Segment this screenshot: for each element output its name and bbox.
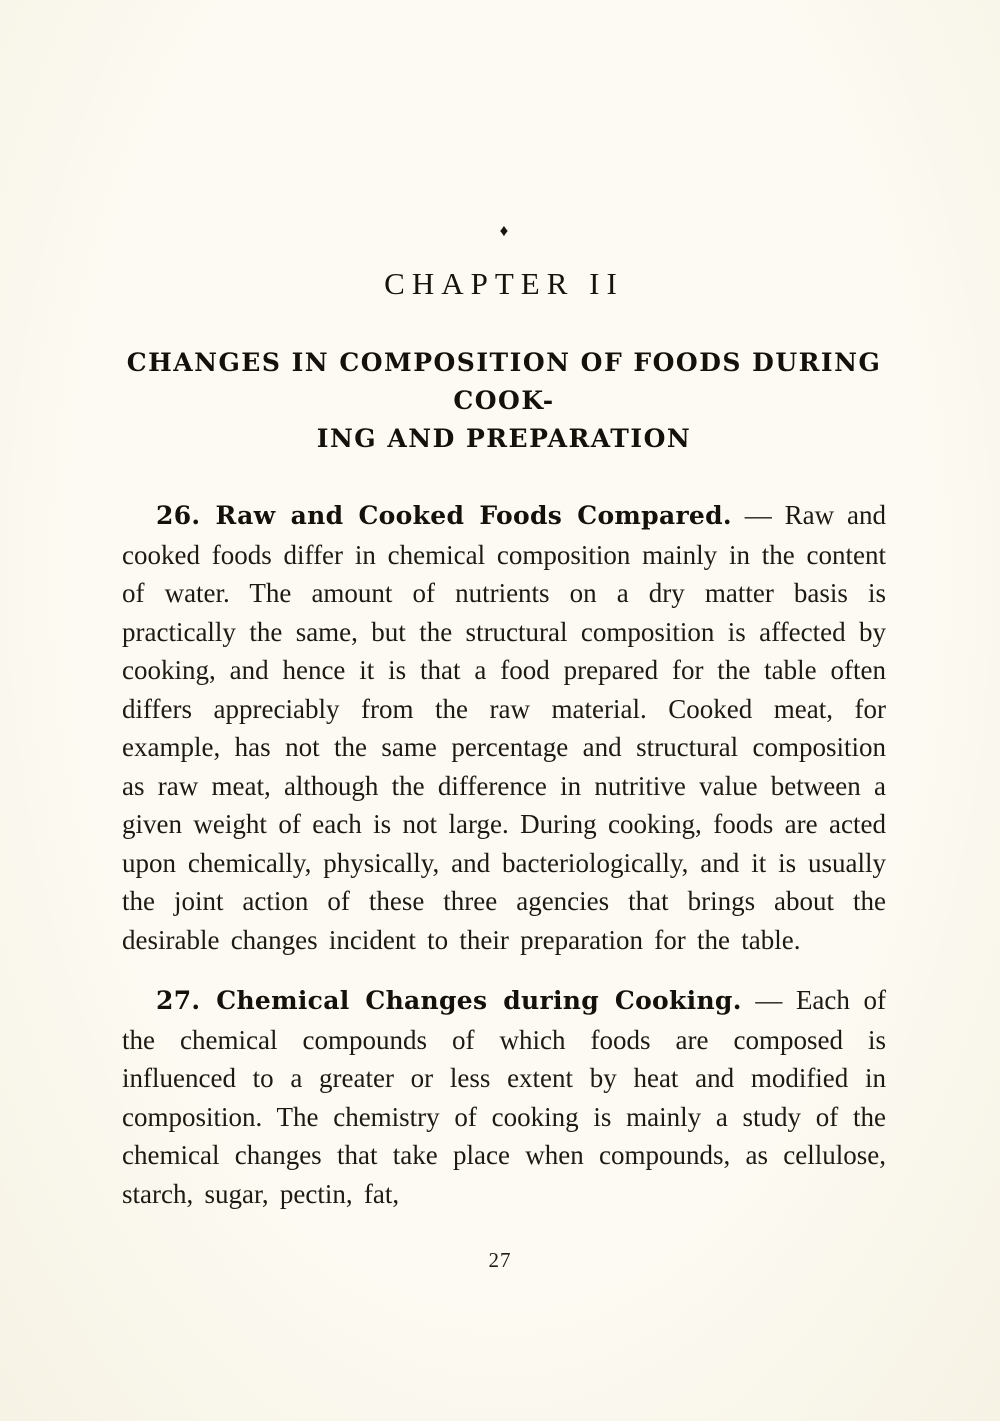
chapter-title: CHAPTER II: [384, 266, 624, 301]
section-heading-line1: CHANGES IN COMPOSITION OF FOODS DURING COOK-: [126, 348, 882, 415]
paragraph-27-lead: 27. Chemical Changes during Cooking.: [156, 986, 742, 1015]
section-heading-line2: ING AND PREPARATION: [316, 424, 692, 453]
paragraph-26-body: — Raw and cooked foods differ in chemical composition mainly in the content of water. The amount of nutrients on a dry matter basis is practically the same, but the structural composition is affected by cooking, and hence it is that a food prepared for the table often differs appreciably from the raw material. Cooked meat, for example, has not the same percentage and structural composition as raw meat, although the difference in nutritive value between a given weight of each is not large. During cooking, foods are acted upon chemically, physically, and bacteriologically, and it is usually the joint action of these three agencies that brings about the desirable changes incident to their preparation for the table.: [122, 500, 887, 955]
paragraph-26: [122, 496, 886, 959]
decorative-ornament: ♦: [499, 221, 509, 240]
section-heading: [122, 344, 886, 458]
paragraph-26-lead: 26. Raw and Cooked Foods Compared.: [156, 501, 732, 530]
paragraph-27: [122, 981, 886, 1213]
paragraph-27-body: — Each of the chemical compounds of which foods are composed is influenced to a greater or less extent by heat and modified in composition. The chemistry of cooking is mainly a study of the chemical changes that take place when compounds, as cellulose, starch, sugar, pectin, fat,: [122, 985, 886, 1209]
page-number: 27: [488, 1248, 512, 1272]
body-text: [122, 496, 886, 1213]
